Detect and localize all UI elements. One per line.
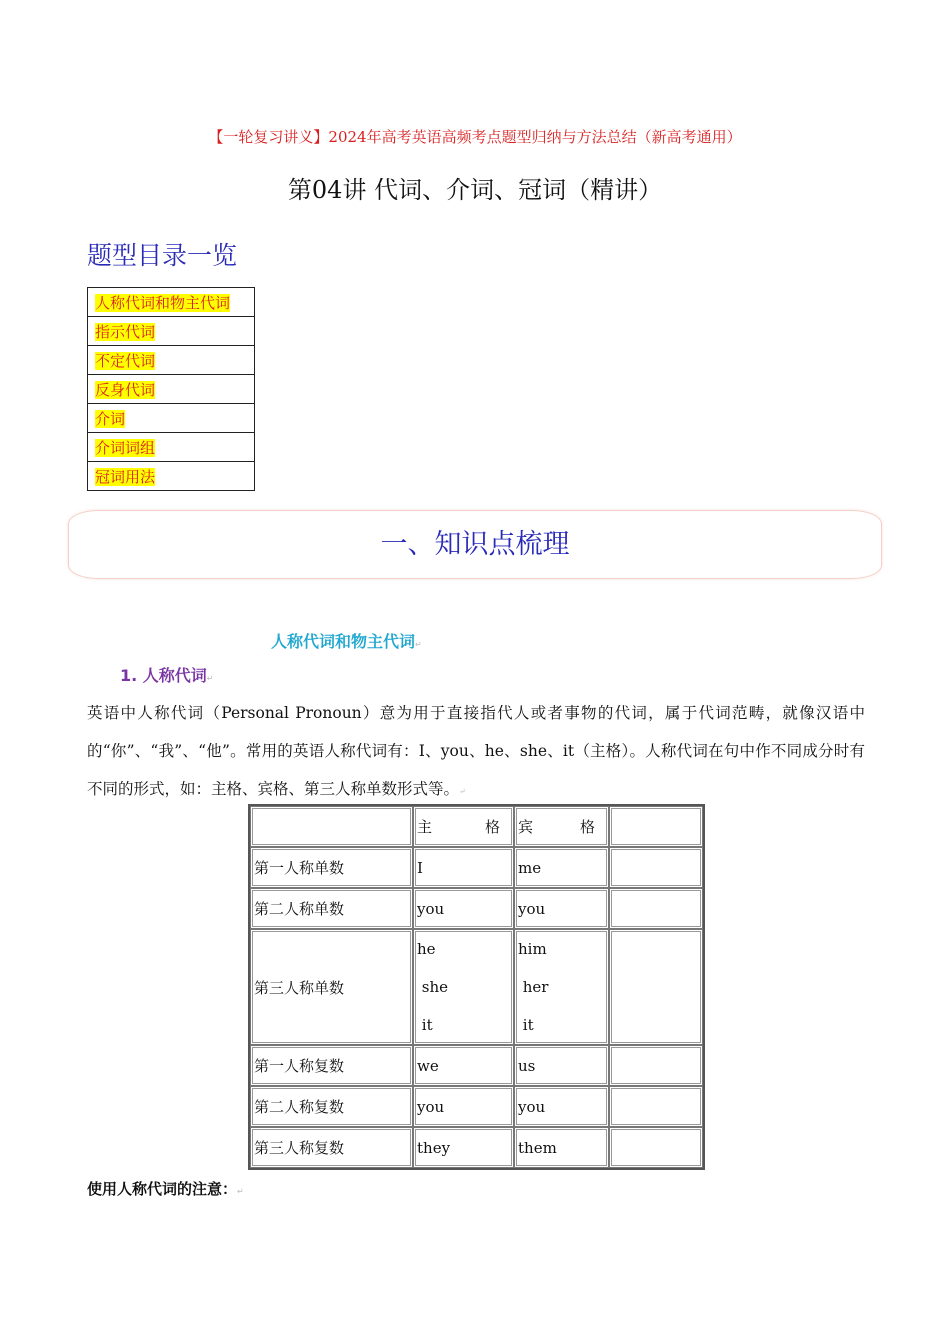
subject-form (413, 929, 514, 1045)
catalog-row[interactable] (88, 375, 255, 404)
table-row (250, 888, 703, 929)
row-label: 第二人称复数 (250, 1086, 413, 1127)
table-row (250, 847, 703, 888)
pronoun-line: her (518, 978, 549, 996)
subject-form: they (413, 1127, 514, 1168)
catalog-item[interactable]: 不定代词 (95, 351, 156, 370)
table-row (250, 1045, 703, 1086)
lecture-title: 第04讲 代词、介词、冠词（精讲） (287, 176, 663, 204)
row-label: 第二人称单数 (250, 888, 413, 929)
catalog-table (87, 287, 255, 491)
header-cell-empty (250, 806, 413, 847)
empty-cell (609, 1127, 703, 1168)
object-form: you (514, 888, 609, 929)
pronoun-line: it (518, 1016, 534, 1034)
catalog-item[interactable]: 反身代词 (95, 380, 156, 399)
table-header-row (250, 806, 703, 847)
object-form: us (514, 1045, 609, 1086)
header-char: 格 (484, 818, 500, 836)
pronoun-line: it (417, 1016, 433, 1034)
catalog-item[interactable]: 介词 (95, 409, 126, 428)
catalog-item[interactable]: 冠词用法 (95, 467, 156, 486)
empty-cell (609, 1086, 703, 1127)
pronoun-line: he (417, 940, 436, 958)
table-row (250, 929, 703, 1045)
point-heading-text: 1. 人称代词 (120, 666, 207, 685)
catalog-row[interactable] (88, 317, 255, 346)
topic-heading (271, 629, 422, 652)
row-label: 第一人称复数 (250, 1045, 413, 1086)
row-label: 第三人称单数 (250, 929, 413, 1045)
subject-form: you (413, 1086, 514, 1127)
catalog-row[interactable] (88, 288, 255, 317)
catalog-item[interactable]: 指示代词 (95, 322, 156, 341)
section-banner: 一、知识点梳理 (68, 510, 882, 579)
subject-form: I (413, 847, 514, 888)
header-cell-object (514, 806, 609, 847)
subject-form: you (413, 888, 514, 929)
paragraph-mark-icon: ↵ (237, 1187, 244, 1196)
header-char: 宾 (518, 818, 534, 836)
pronoun-line: she (417, 978, 449, 996)
note-heading-text: 使用人称代词的注意： (87, 1180, 238, 1198)
catalog-item[interactable]: 介词词组 (95, 438, 156, 457)
catalog-heading: 题型目录一览 (87, 241, 238, 270)
paragraph-mark-icon: ↵ (206, 674, 214, 683)
empty-cell (609, 929, 703, 1045)
table-row (250, 1086, 703, 1127)
point-heading (120, 663, 214, 686)
object-form: you (514, 1086, 609, 1127)
header-cell-subject (413, 806, 514, 847)
catalog-row[interactable] (88, 433, 255, 462)
row-label: 第一人称单数 (250, 847, 413, 888)
empty-cell (609, 1045, 703, 1086)
subject-form: we (413, 1045, 514, 1086)
intro-text: 英语中人称代词（Personal Pronoun）意为用于直接指代人或者事物的代词，属于代词范畴，就像汉语中的“你”、“我”、“他”。常用的英语人称代词有：I、you、he、she、it（主格）。人称代词在句中作不同成分时有不同的形式，如：主格、宾格、第三人称单数形式等。 (87, 704, 865, 798)
catalog-row[interactable] (88, 404, 255, 433)
intro-paragraph (87, 694, 865, 811)
header-char: 主 (417, 818, 433, 836)
catalog-row[interactable] (88, 462, 255, 491)
paragraph-mark-icon: ↵ (459, 787, 466, 796)
object-form: them (514, 1127, 609, 1168)
object-form: me (514, 847, 609, 888)
row-label: 第三人称复数 (250, 1127, 413, 1168)
object-form (514, 929, 609, 1045)
topic-heading-text: 人称代词和物主代词 (271, 632, 416, 651)
paragraph-mark-icon: ↵ (415, 640, 422, 649)
series-title: 【一轮复习讲义】2024年高考英语高频考点题型归纳与方法总结（新高考通用） (208, 128, 742, 146)
catalog-item[interactable]: 人称代词和物主代词 (95, 293, 231, 312)
catalog-row[interactable] (88, 346, 255, 375)
pronoun-table (248, 804, 705, 1170)
empty-cell (609, 888, 703, 929)
table-row (250, 1127, 703, 1168)
header-cell-empty (609, 806, 703, 847)
header-char: 格 (579, 818, 595, 836)
empty-cell (609, 847, 703, 888)
note-heading (87, 1178, 244, 1199)
pronoun-line: him (518, 940, 547, 958)
